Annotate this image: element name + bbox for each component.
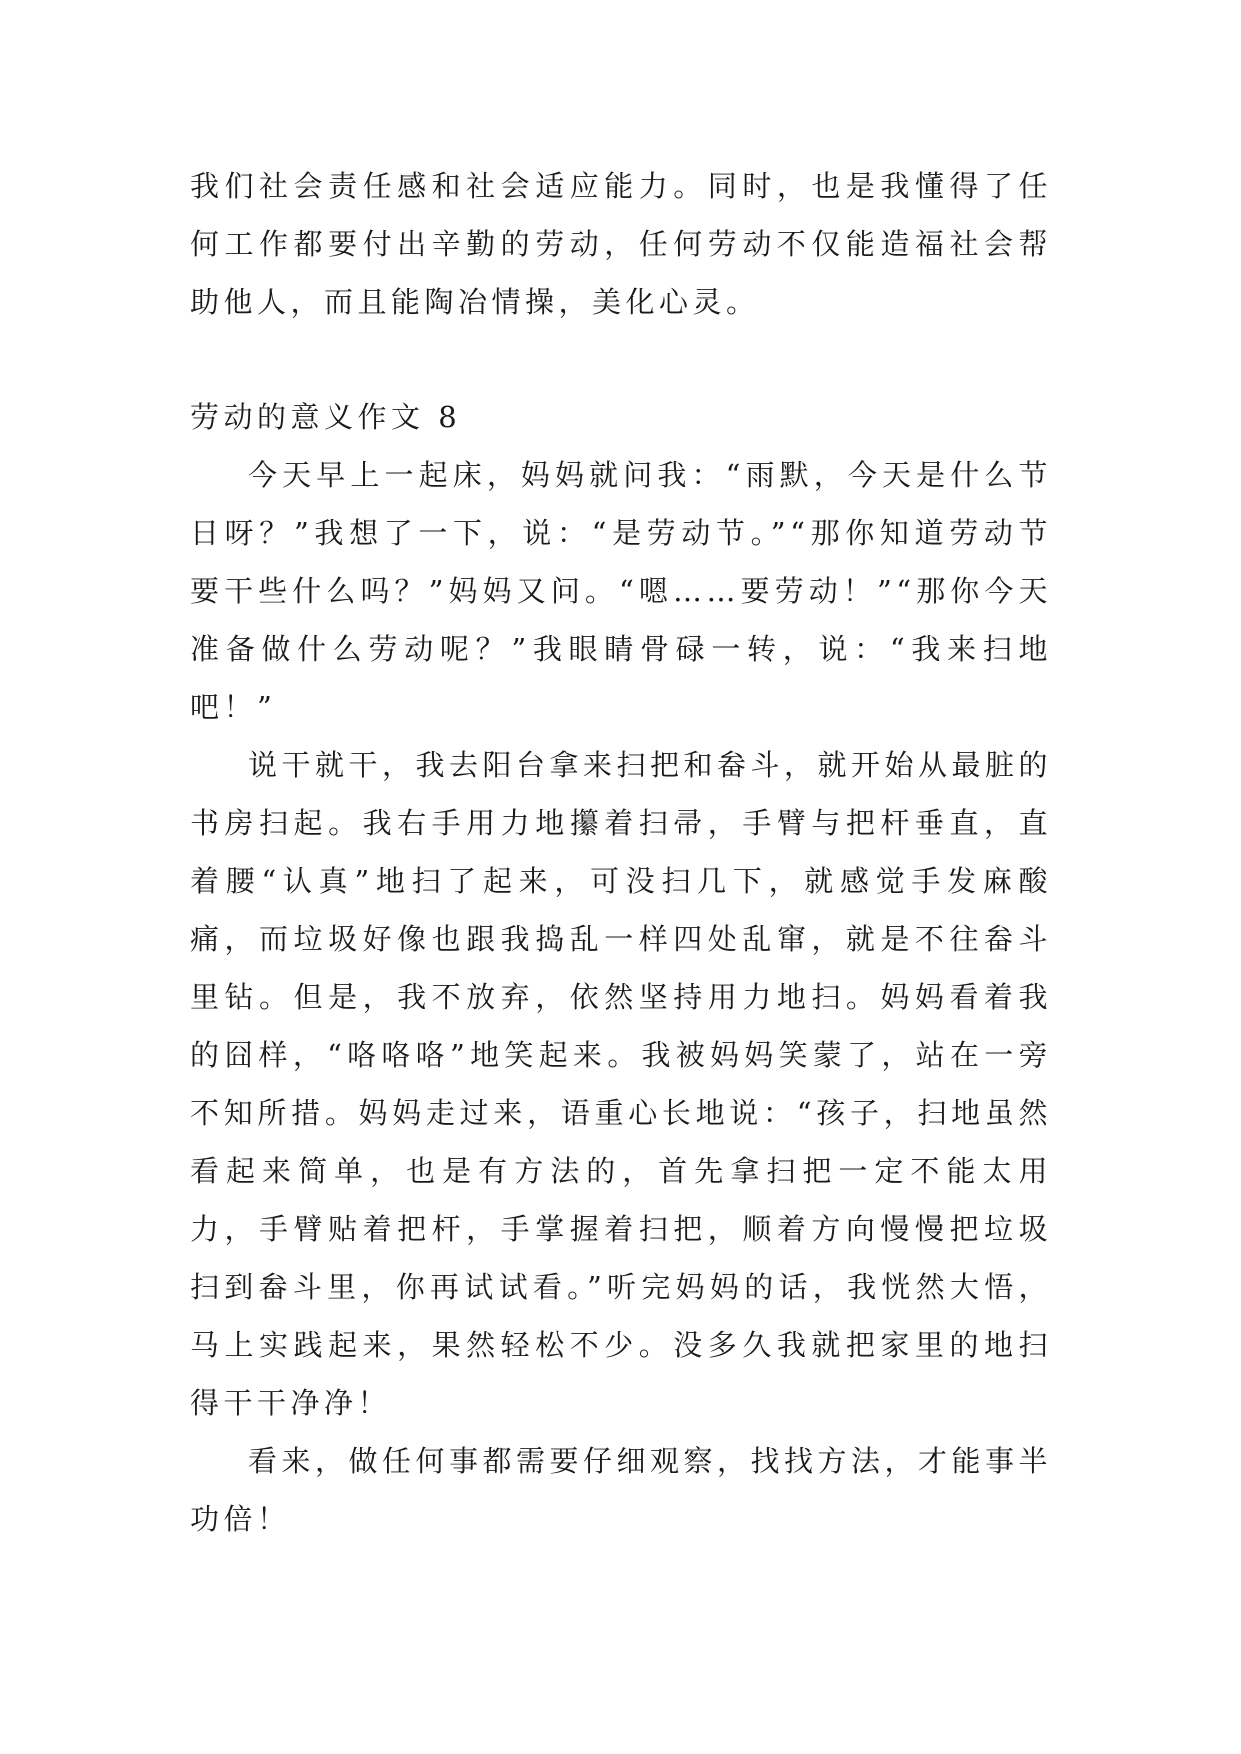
essay-paragraph-3: 看来，做任何事都需要仔细观察，找找方法，才能事半功倍！ xyxy=(190,1444,1053,1536)
essay-paragraph-1: 今天早上一起床，妈妈就问我：“雨默，今天是什么节日呀？”我想了一下，说：“是劳动节。”“那你知道劳动节要干些什么吗？”妈妈又问。“嗯……要劳动！”“那你今天准备做什么劳动呢？”我眼睛骨碌一转，说：“我来扫地吧！” xyxy=(190,458,1052,724)
essay-section xyxy=(190,388,1052,1548)
essay-paragraph-2: 说干就干，我去阳台拿来扫把和畚斗，就开始从最脏的书房扫起。我右手用力地攥着扫帚，手臂与把杆垂直，直着腰“认真”地扫了起来，可没扫几下，就感觉手发麻酸痛，而垃圾好像也跟我捣乱一样四处乱窜，就是不往畚斗里钻。但是，我不放弃，依然坚持用力地扫。妈妈看着我的囧样，“咯咯咯”地笑起来。我被妈妈笑蒙了，站在一旁不知所措。妈妈走过来，语重心长地说：“孩子，扫地虽然看起来简单，也是有方法的，首先拿扫把一定不能太用力，手臂贴着把杆，手掌握着扫把，顺着方向慢慢把垃圾扫到畚斗里，你再试试看。”听完妈妈的话，我恍然大悟，马上实践起来，果然轻松不少。没多久我就把家里的地扫得干干净净！ xyxy=(190,748,1053,1420)
continued-paragraph: 我们社会责任感和社会适应能力。同时，也是我懂得了任何工作都要付出辛勤的劳动，任何劳动不仅能造福社会帮助他人，而且能陶冶情操，美化心灵。 xyxy=(190,169,1052,319)
essay-title: 劳动的意义作文 8 xyxy=(190,400,462,434)
continued-text-block xyxy=(190,157,1052,331)
